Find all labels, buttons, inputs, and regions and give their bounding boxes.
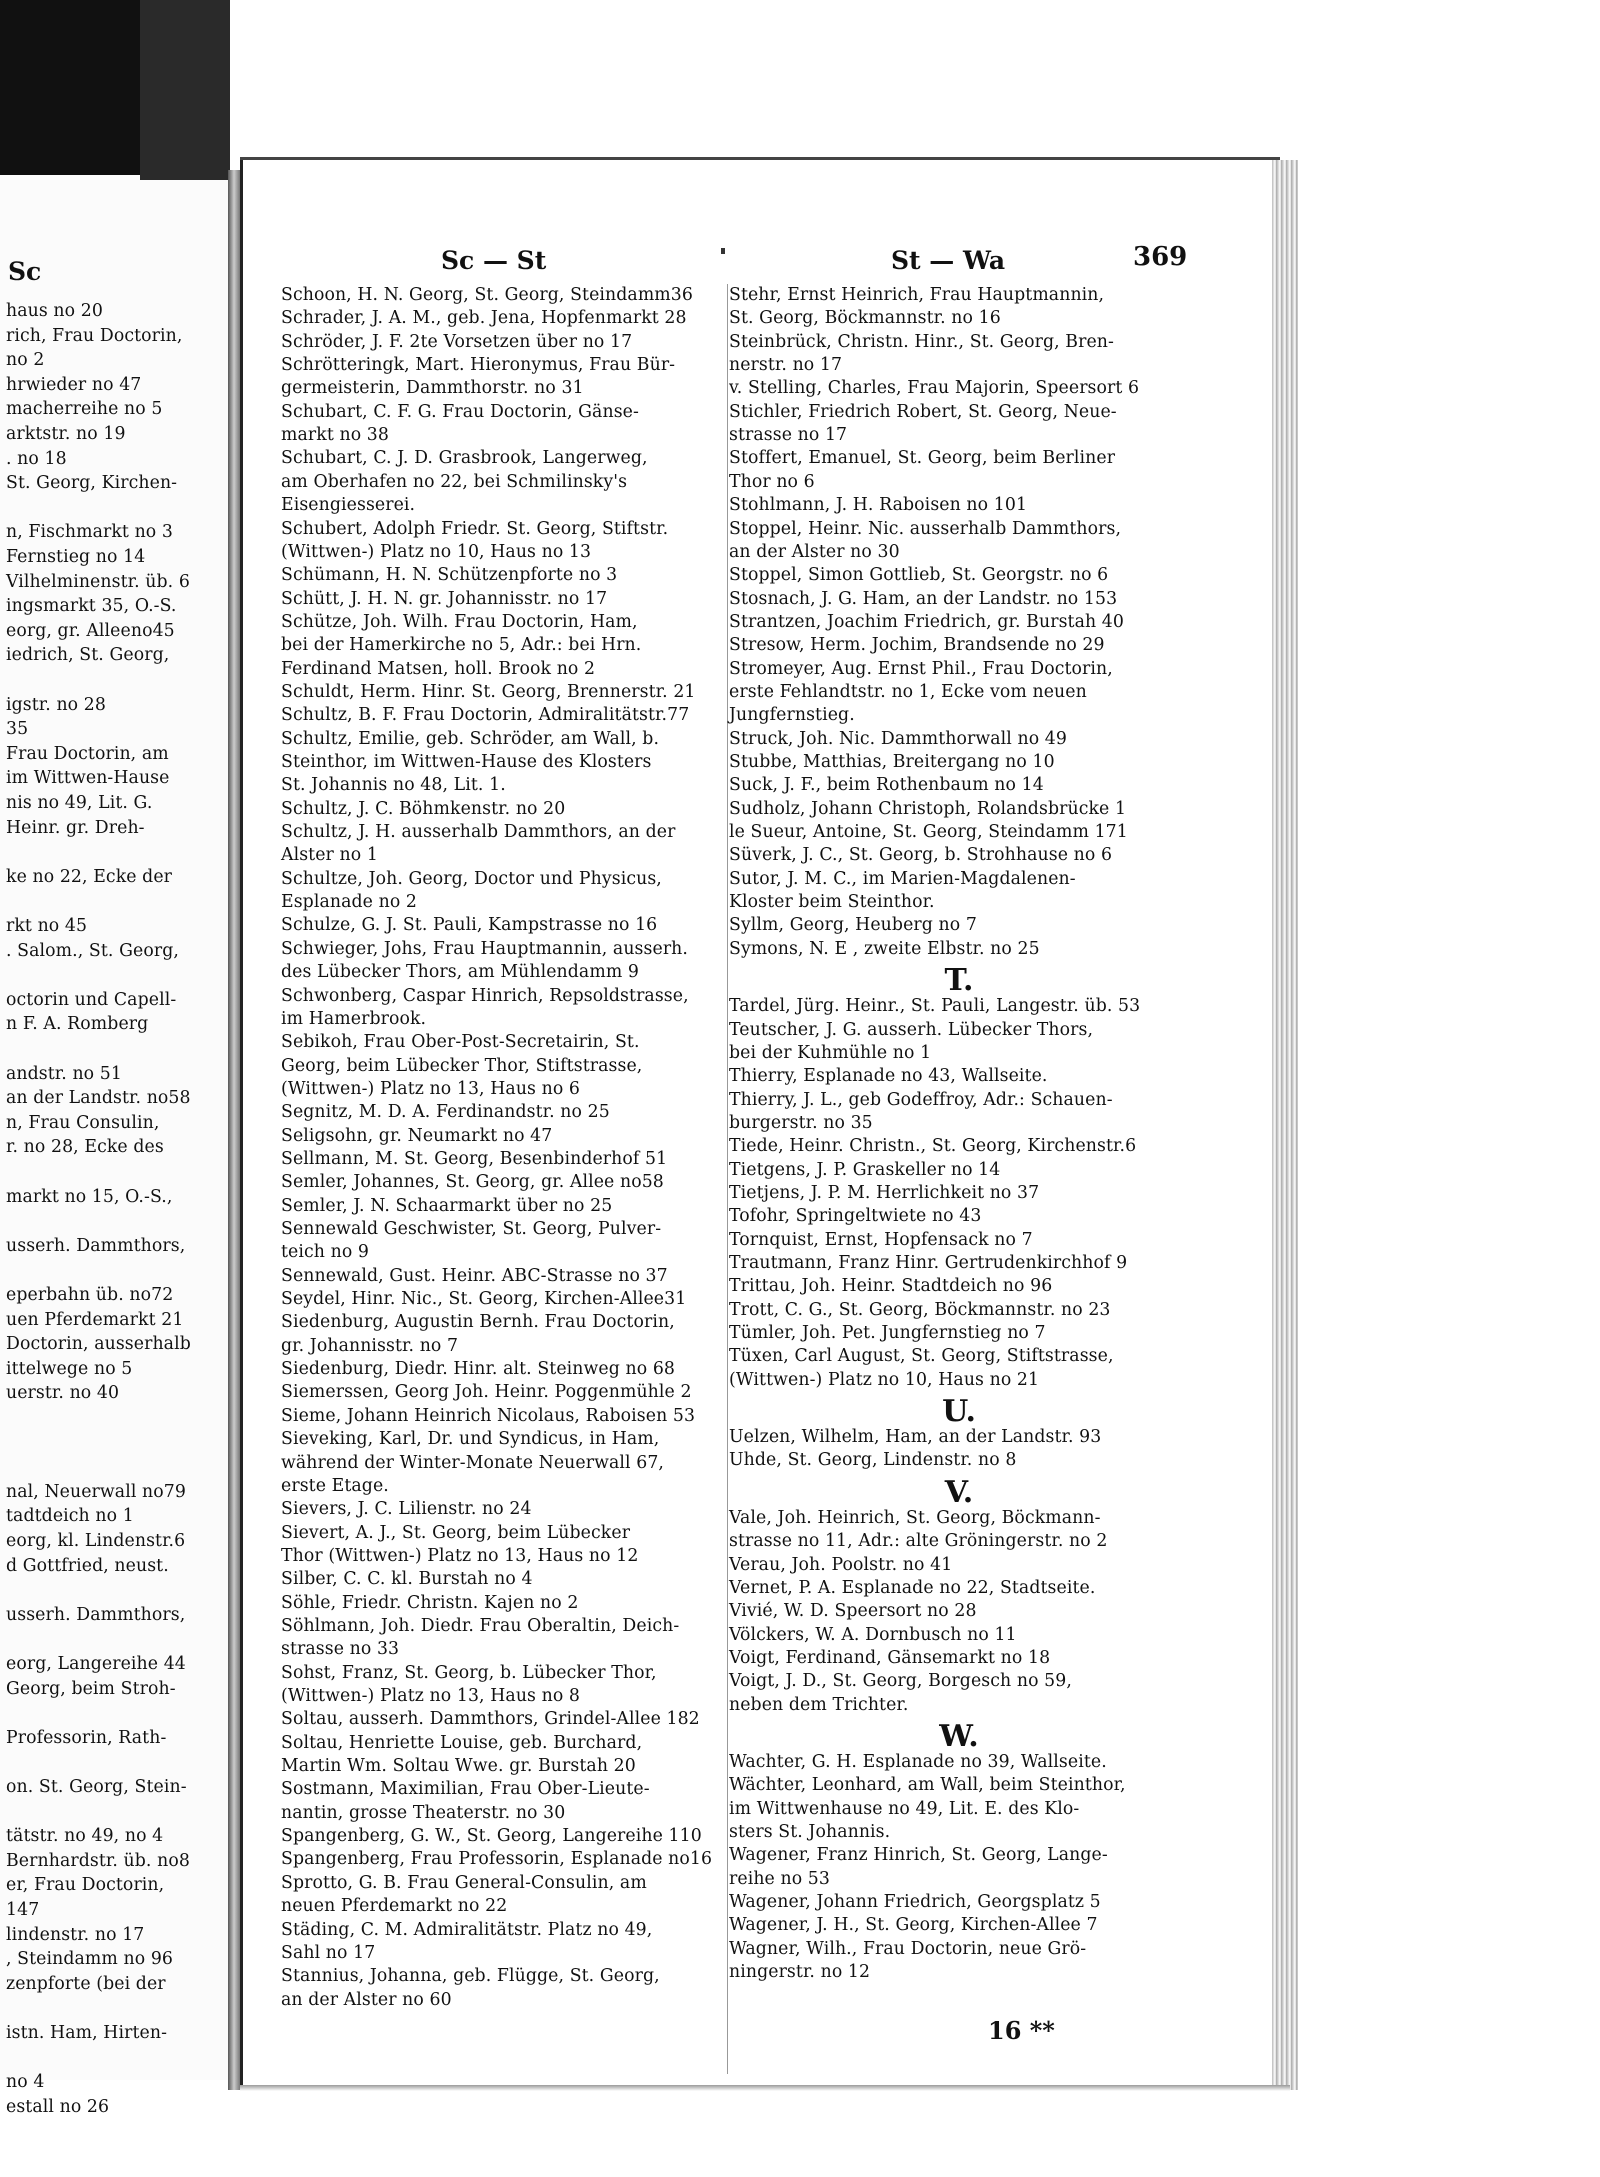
directory-entry-line: Vale, Joh. Heinrich, St. Georg, Böckmann- [729,1507,1101,1528]
directory-entry-line: Martin Wm. Soltau Wwe. gr. Burstah 20 [281,1756,636,1777]
directory-entry-line: Sieveking, Karl, Dr. und Syndicus, in Ham, [281,1429,660,1450]
directory-entry-line: Wächter, Leonhard, am Wall, beim Steinthor, [729,1775,1126,1796]
directory-entry-line: Wachter, G. H. Esplanade no 39, Wallseite. [729,1751,1107,1772]
directory-entry-line: Semler, J. N. Schaarmarkt über no 25 [281,1195,613,1216]
directory-entry-line: Steinbrück, Christn. Hinr., St. Georg, Bren- [729,331,1114,352]
directory-entry-line: Kloster beim Steinthor. [729,892,935,913]
directory-entry-line: Schümann, H. N. Schützenpforte no 3 [281,565,618,586]
directory-entry-line: Georg, beim Lübecker Thor, Stiftstrasse, [281,1055,643,1076]
directory-entry-line: strasse no 17 [729,425,848,446]
directory-entry-line: Schulze, G. J. St. Pauli, Kampstrasse no 16 [281,915,658,936]
left-page-line: Doctorin, ausserhalb [6,1334,191,1355]
left-page-line: tadtdeich no 1 [6,1506,134,1527]
left-page-line: hrwieder no 47 [6,374,142,395]
directory-entry-line: germeisterin, Dammthorstr. no 31 [281,378,584,399]
left-page-line: n, Fischmarkt no 3 [6,522,173,543]
directory-entry-line: Stoppel, Heinr. Nic. ausserhalb Dammthors, [729,518,1122,539]
left-page-line: usserh. Dammthors, [6,1604,186,1625]
left-page-line: tätstr. no 49, no 4 [6,1826,164,1847]
left-page-line: andstr. no 51 [6,1063,122,1084]
left-page-line: 147 [6,1900,40,1920]
left-page-line: im Wittwen-Hause [6,768,170,789]
left-page-line: eperbahn üb. no72 [6,1285,174,1305]
directory-entry-line: (Wittwen-) Platz no 10, Haus no 13 [281,541,592,562]
directory-entry-line: Schrader, J. A. M., geb. Jena, Hopfenmarkt 28 [281,308,687,329]
left-page-line: uen Pferdemarkt 21 [6,1309,184,1330]
directory-entry-line: Schoon, H. N. Georg, St. Georg, Steindamm36 [281,285,693,305]
directory-entry-line: Sennewald, Gust. Heinr. ABC-Strasse no 37 [281,1265,668,1286]
directory-entry-line: gr. Johannisstr. no 7 [281,1335,459,1356]
directory-entry-line: St. Georg, Böckmannstr. no 16 [729,308,1001,329]
left-page-line: n, Frau Consulin, [6,1112,160,1133]
directory-entry-line: Sebikoh, Frau Ober-Post-Secretairin, St. [281,1032,640,1053]
directory-entry-line: Vernet, P. A. Esplanade no 22, Stadtseite. [729,1577,1096,1598]
left-page-line: eorg, Langereihe 44 [6,1654,186,1674]
directory-entry-line: Verau, Joh. Poolstr. no 41 [729,1554,953,1575]
directory-entry-line: Uhde, St. Georg, Lindenstr. no 8 [729,1450,1017,1471]
directory-entry-line: im Wittwenhause no 49, Lit. E. des Klo- [729,1798,1080,1819]
directory-entry-line: Trott, C. G., St. Georg, Böckmannstr. no 23 [729,1299,1111,1320]
directory-entry-line: Tofohr, Springeltwiete no 43 [729,1206,982,1227]
directory-entry-line: Völckers, W. A. Dornbusch no 11 [729,1624,1017,1645]
directory-entry-line: Thor (Wittwen-) Platz no 13, Haus no 12 [281,1545,639,1566]
directory-entry-line: Siedenburg, Diedr. Hinr. alt. Steinweg no 68 [281,1359,676,1380]
left-page-line: uerstr. no 40 [6,1383,120,1404]
left-page-line: ke no 22, Ecke der [6,866,173,887]
left-page-line: macherreihe no 5 [6,399,163,420]
directory-entry-line: Schultz, B. F. Frau Doctorin, Admiralitätstr.77 [281,705,690,726]
left-page-line: nis no 49, Lit. G. [6,793,153,813]
page-stack-edge [1272,160,1298,2090]
directory-entry-line: Uelzen, Wilhelm, Ham, an der Landstr. 93 [729,1427,1102,1448]
left-page-line: on. St. Georg, Stein- [6,1777,187,1797]
directory-entry-line: Stehr, Ernst Heinrich, Frau Hauptmannin, [729,285,1105,305]
directory-entry-line: erste Fehlandtstr. no 1, Ecke vom neuen [729,681,1087,702]
directory-entry-line: (Wittwen-) Platz no 13, Haus no 8 [281,1686,581,1706]
directory-entry-line: Sostmann, Maximilian, Frau Ober-Lieute- [281,1779,650,1800]
directory-entry-line: Tardel, Jürg. Heinr., St. Pauli, Langestr. üb. 53 [729,996,1141,1017]
directory-entry-line: teich no 9 [281,1242,370,1263]
directory-entry-line: nantin, grosse Theaterstr. no 30 [281,1802,566,1823]
directory-entry-line: Sennewald Geschwister, St. Georg, Pulver- [281,1219,662,1239]
directory-entry-line: Silber, C. C. kl. Burstah no 4 [281,1569,533,1590]
directory-entry-line: Stromeyer, Aug. Ernst Phil., Frau Doctorin, [729,658,1113,679]
directory-entry-line: Schultz, Emilie, geb. Schröder, am Wall, b. [281,728,660,749]
directory-entry-line: neben dem Trichter. [729,1694,909,1715]
left-page-line: er, Frau Doctorin, [6,1875,165,1896]
left-page-line: St. Georg, Kirchen- [6,473,178,494]
directory-entry-line: Söhle, Friedr. Christn. Kajen no 2 [281,1592,579,1613]
directory-entry-line: Sievers, J. C. Lilienstr. no 24 [281,1499,532,1520]
scan-border-dark [0,0,150,175]
left-page-line: rich, Frau Doctorin, [6,325,183,346]
directory-entry-line: Trittau, Joh. Heinr. Stadtdeich no 96 [729,1276,1053,1297]
directory-entry-line: Schuldt, Herm. Hinr. St. Georg, Brennerstr. 21 [281,681,696,702]
left-page-line: an der Landstr. no58 [6,1088,191,1109]
directory-entry-line: Schubart, C. J. D. Grasbrook, Langerweg, [281,448,648,469]
directory-entry-line: Esplanade no 2 [281,892,418,913]
directory-entry-line: Stohlmann, J. H. Raboisen no 101 [729,495,1028,516]
directory-entry-line: Tietgens, J. P. Graskeller no 14 [729,1159,1001,1180]
directory-entry-line: Steinthor, im Wittwen-Hause des Klosters [281,752,652,772]
directory-entry-line: Soltau, Henriette Louise, geb. Burchard, [281,1732,643,1753]
directory-entry-line: bei der Hamerkirche no 5, Adr.: bei Hrn. [281,635,642,656]
directory-entry-line: Schwieger, Johs, Frau Hauptmannin, ausserh. [281,938,689,959]
page-number: 369 [1133,242,1188,272]
directory-entry-line: an der Alster no 30 [729,541,900,562]
directory-entry-line: Voigt, Ferdinand, Gänsemarkt no 18 [729,1647,1051,1668]
left-page-line: ittelwege no 5 [6,1358,133,1379]
directory-entry-line: Schultz, J. H. ausserhalb Dammthors, an der [281,822,676,843]
left-page-line: n F. A. Romberg [6,1014,149,1035]
directory-entry-line: Teutscher, J. G. ausserh. Lübecker Thors, [729,1019,1094,1040]
directory-entry-line: Sahl no 17 [281,1942,376,1963]
directory-entry-line: Semler, Johannes, St. Georg, gr. Allee no58 [281,1172,664,1193]
directory-entry-line: Sellmann, M. St. Georg, Besenbinderhof 51 [281,1148,668,1169]
left-page-line: eorg, kl. Lindenstr.6 [6,1531,186,1551]
directory-entry-line: Siedenburg, Augustin Bernh. Frau Doctorin, [281,1312,675,1333]
directory-entry-line: le Sueur, Antoine, St. Georg, Steindamm 171 [729,822,1128,843]
directory-entry-line: Wagner, Wilh., Frau Doctorin, neue Grö- [729,1938,1087,1959]
directory-entry-line: Symons, N. E , zweite Elbstr. no 25 [729,938,1040,959]
left-page-line: arktstr. no 19 [6,424,126,444]
directory-entry-line: bei der Kuhmühle no 1 [729,1042,932,1063]
directory-entry-line: Söhlmann, Joh. Diedr. Frau Oberaltin, Deich- [281,1615,680,1636]
left-page-line: Georg, beim Stroh- [6,1678,176,1699]
left-page-line: estall no 26 [6,2096,110,2117]
directory-entry-line: Voigt, J. D., St. Georg, Borgesch no 59, [729,1671,1072,1692]
directory-entry-line: Siemerssen, Georg Joh. Heinr. Poggenmühle 2 [281,1382,692,1403]
left-page-line: . Salom., St. Georg, [6,940,179,961]
left-page-line: no 2 [6,350,45,371]
left-page-line: igstr. no 28 [6,694,106,715]
left-page-line: . no 18 [6,448,67,469]
left-page-line: , Steindamm no 96 [6,1949,174,1970]
directory-entry-line: Stannius, Johanna, geb. Flügge, St. Georg, [281,1966,660,1987]
left-page-line: Vilhelminenstr. üb. 6 [6,571,190,592]
directory-entry-line: Süverk, J. C., St. Georg, b. Strohhause no 6 [729,845,1113,866]
column-divider [727,284,728,2074]
directory-entry-line: Schultz, J. C. Böhmkenstr. no 20 [281,798,566,819]
left-page-line: markt no 15, O.-S., [6,1186,173,1207]
directory-entry-line: nerstr. no 17 [729,355,843,376]
left-page-line: iedrich, St. Georg, [6,645,170,666]
directory-entry-line: Jungfernstieg. [729,705,855,726]
directory-entry-line: (Wittwen-) Platz no 10, Haus no 21 [729,1369,1040,1390]
left-page-line: istn. Ham, Hirten- [6,2023,168,2043]
directory-entry-line: Seydel, Hinr. Nic., St. Georg, Kirchen-Allee31 [281,1289,687,1310]
directory-entry-line: strasse no 11, Adr.: alte Gröningerstr. no 2 [729,1531,1108,1552]
directory-entry-line: des Lübecker Thors, am Mühlendamm 9 [281,962,640,983]
directory-entry-line: (Wittwen-) Platz no 13, Haus no 6 [281,1078,581,1099]
directory-entry-line: erste Etage. [281,1475,389,1496]
directory-entry-line: Strantzen, Joachim Friedrich, gr. Burstah 40 [729,611,1124,632]
directory-entry-line: Tornquist, Ernst, Hopfensack no 7 [729,1229,1033,1250]
left-page-line: Bernhardstr. üb. no8 [6,1850,190,1871]
directory-entry-line: an der Alster no 60 [281,1989,452,2010]
left-page-line: Frau Doctorin, am [6,743,169,764]
directory-entry-line: Städing, C. M. Admiralitätstr. Platz no 49, [281,1919,653,1940]
directory-entry-line: St. Johannis no 48, Lit. 1. [281,775,506,796]
section-letter-heading: U. [942,1394,976,1430]
header-right-range: St — Wa [891,246,1006,275]
directory-entry-line: Vivié, W. D. Speersort no 28 [729,1601,977,1622]
left-page-line: nal, Neuerwall no79 [6,1481,186,1502]
directory-entry-line: sters St. Johannis. [729,1822,891,1842]
directory-entry-line: Thierry, Esplanade no 43, Wallseite. [729,1066,1048,1087]
section-letter-heading: W. [939,1718,979,1754]
directory-entry-line: Thor no 6 [729,471,815,492]
directory-entry-line: Schultze, Joh. Georg, Doctor und Physicus, [281,868,662,889]
left-page-line: Heinr. gr. Dreh- [6,817,145,838]
directory-entry-line: Soltau, ausserh. Dammthors, Grindel-Allee 182 [281,1709,700,1730]
directory-entry-line: Sprotto, G. B. Frau General-Consulin, am [281,1872,647,1893]
directory-entry-line: Struck, Joh. Nic. Dammthorwall no 49 [729,728,1068,749]
directory-entry-line: Stubbe, Matthias, Breitergang no 10 [729,752,1055,772]
left-page-line: Professorin, Rath- [6,1727,167,1748]
header-left-range: Sc — St [441,246,547,275]
directory-entry-line: ningerstr. no 12 [729,1962,871,1983]
directory-entry-line: Seligsohn, gr. Neumarkt no 47 [281,1125,553,1146]
directory-entry-line: Schubart, C. F. G. Frau Doctorin, Gänse- [281,401,639,422]
directory-entry-line: Sohst, Franz, St. Georg, b. Lübecker Thor, [281,1662,657,1683]
directory-entry-line: reihe no 53 [729,1868,830,1889]
book-gutter [228,170,240,2090]
section-letter-heading: T. [944,963,974,999]
directory-entry-line: Schütze, Joh. Wilh. Frau Doctorin, Ham, [281,611,638,632]
directory-entry-line: Suck, J. F., beim Rothenbaum no 14 [729,775,1044,796]
directory-entry-line: Thierry, J. L., geb Godeffroy, Adr.: Schauen- [729,1089,1113,1110]
directory-entry-line: am Oberhafen no 22, bei Schmilinsky's [281,471,628,492]
directory-entry-line: Ferdinand Matsen, holl. Brook no 2 [281,658,596,679]
directory-entry-line: Schütt, J. H. N. gr. Johannisstr. no 17 [281,588,608,609]
left-page-header: Sc [8,257,42,286]
directory-entry-line: Spangenberg, G. W., St. Georg, Langereihe 110 [281,1826,702,1847]
left-page-line: Fernstieg no 14 [6,547,146,567]
section-letter-heading: V. [944,1474,974,1510]
left-page-line: d Gottfried, neust. [6,1555,169,1576]
printer-signature-mark: 16 ** [988,2016,1055,2045]
left-page-line: haus no 20 [6,301,103,321]
main-page [240,160,1277,2090]
page-bottom-edge [240,2085,1290,2091]
directory-entry-line: Sutor, J. M. C., im Marien-Magdalenen- [729,868,1076,889]
directory-entry-line: während der Winter-Monate Neuerwall 67, [281,1452,665,1473]
left-page-line: usserh. Dammthors, [6,1235,186,1256]
directory-entry-line: v. Stelling, Charles, Frau Majorin, Speersort 6 [729,378,1140,399]
directory-entry-line: Trautmann, Franz Hinr. Gertrudenkirchhof 9 [729,1253,1128,1273]
directory-entry-line: Stresow, Herm. Jochim, Brandsende no 29 [729,635,1105,656]
directory-entry-line: Sudholz, Johann Christoph, Rolandsbrücke 1 [729,798,1127,819]
left-page-line: zenpforte (bei der [6,1973,166,1994]
directory-entry-line: Schwonberg, Caspar Hinrich, Repsoldstrasse, [281,985,689,1006]
left-page-line: octorin und Capell- [6,989,177,1010]
left-page-line: ingsmarkt 35, O.-S. [6,596,177,617]
print-mark [721,248,725,254]
directory-entry-line: Stoppel, Simon Gottlieb, St. Georgstr. no 6 [729,565,1109,586]
directory-entry-line: Sievert, A. J., St. Georg, beim Lübecker [281,1522,631,1543]
left-page-line: no 4 [6,2072,45,2093]
directory-entry-line: Stichler, Friedrich Robert, St. Georg, Neue- [729,401,1117,422]
directory-entry-line: strasse no 33 [281,1639,400,1660]
directory-entry-line: Wagener, J. H., St. Georg, Kirchen-Allee 7 [729,1915,1098,1936]
directory-entry-line: Wagener, Johann Friedrich, Georgsplatz 5 [729,1892,1101,1913]
directory-entry-line: neuen Pferdemarkt no 22 [281,1896,508,1917]
directory-entry-line: Schrötteringk, Mart. Hieronymus, Frau Bür- [281,355,676,376]
directory-entry-line: burgerstr. no 35 [729,1112,873,1133]
left-page-line: eorg, gr. Alleeno45 [6,620,175,641]
directory-entry-line: Schröder, J. F. 2te Vorsetzen über no 17 [281,331,633,352]
directory-entry-line: markt no 38 [281,425,389,446]
scan-border-shadow [140,0,230,200]
directory-entry-line: Stoffert, Emanuel, St. Georg, beim Berliner [729,448,1116,469]
directory-entry-line: Segnitz, M. D. A. Ferdinandstr. no 25 [281,1102,610,1123]
directory-entry-line: Tietjens, J. P. M. Herrlichkeit no 37 [729,1182,1040,1203]
left-page-line: r. no 28, Ecke des [6,1137,164,1158]
left-page-line: 35 [6,719,29,740]
left-page-line: rkt no 45 [6,916,88,936]
directory-entry-line: Tiede, Heinr. Christn., St. Georg, Kirchenstr.6 [729,1136,1137,1157]
directory-entry-line: Tüxen, Carl August, St. Georg, Stiftstrasse, [729,1346,1114,1367]
left-facing-page [0,180,232,2117]
directory-entry-line: Spangenberg, Frau Professorin, Esplanade no16 [281,1849,713,1870]
directory-entry-line: Tümler, Joh. Pet. Jungfernstieg no 7 [729,1323,1046,1344]
directory-entry-line: Wagener, Franz Hinrich, St. Georg, Lange- [729,1845,1108,1866]
directory-entry-line: Syllm, Georg, Heuberg no 7 [729,915,977,936]
directory-entry-line: Eisengiesserei. [281,495,416,516]
directory-entry-line: Stosnach, J. G. Ham, an der Landstr. no 153 [729,588,1118,609]
left-page-line: lindenstr. no 17 [6,1924,145,1945]
directory-entry-line: Alster no 1 [281,845,378,866]
directory-entry-line: Schubert, Adolph Friedr. St. Georg, Stiftstr. [281,518,669,539]
directory-entry-line: Sieme, Johann Heinrich Nicolaus, Raboisen 53 [281,1405,696,1426]
directory-entry-line: im Hamerbrook. [281,1008,427,1029]
